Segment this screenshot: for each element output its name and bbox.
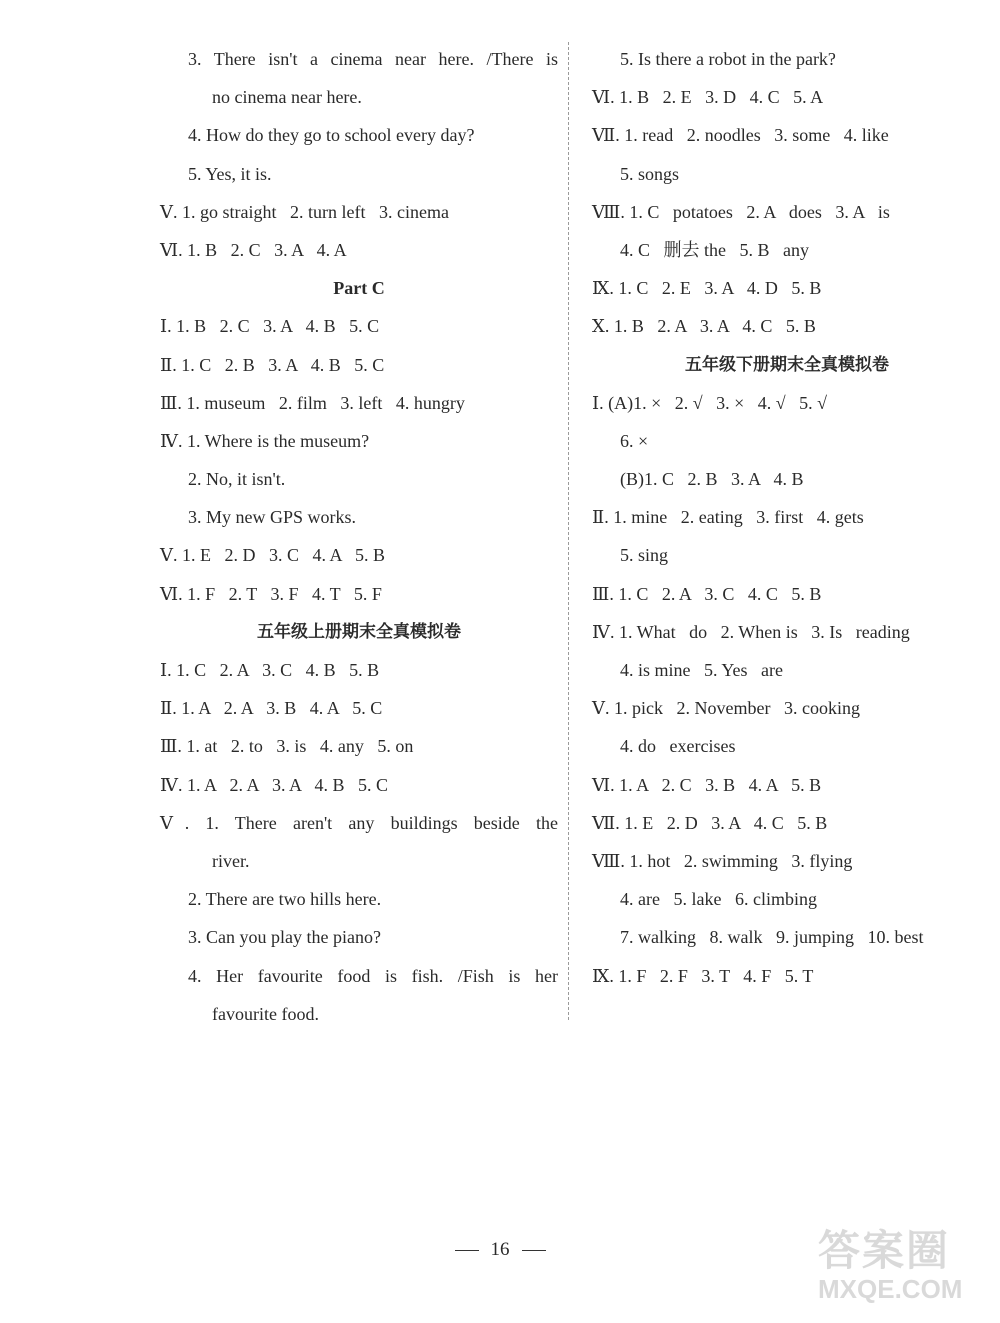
answer-line: 3. There isn't a cinema near here. /There is <box>188 49 558 69</box>
watermark-logo-text: 答案圈 <box>818 1227 951 1274</box>
answer-line: Ⅲ. 1. at 2. to 3. is 4. any 5. on <box>160 736 414 757</box>
answer-line: 5. Is there a robot in the park? <box>620 49 836 69</box>
answer-line: Ⅵ. 1. A 2. C 3. B 4. A 5. B <box>592 774 822 795</box>
answer-line: Ⅴ. 1. pick 2. November 3. cooking <box>592 698 860 719</box>
answer-line: Ⅳ. 1. What do 2. When is 3. Is reading <box>592 621 910 642</box>
answer-line: Ⅸ. 1. C 2. E 3. A 4. D 5. B <box>592 278 822 299</box>
watermark-logo <box>818 1228 994 1316</box>
section-heading: 五年级下册期末全真模拟卷 <box>685 354 889 374</box>
answer-line: Ⅰ. 1. C 2. A 3. C 4. B 5. B <box>160 660 380 680</box>
answer-line: Ⅳ. 1. A 2. A 3. A 4. B 5. C <box>160 774 389 795</box>
answer-line: 4. C 删去 the 5. B any <box>620 239 809 260</box>
right-column <box>592 40 982 995</box>
answer-line: Ⅴ. 1. E 2. D 3. C 4. A 5. B <box>160 545 386 566</box>
answer-line: no cinema near here. <box>212 87 362 108</box>
answer-line: 4. do exercises <box>620 736 736 757</box>
answer-line: Ⅷ. 1. C potatoes 2. A does 3. A is <box>592 201 890 222</box>
answer-line: Ⅴ. 1. There aren't any buildings beside the <box>160 812 558 833</box>
answer-line: 5. songs <box>620 163 680 184</box>
answer-line: Ⅰ. 1. B 2. C 3. A 4. B 5. C <box>160 316 380 337</box>
answer-line: Ⅲ. 1. museum 2. film 3. left 4. hungry <box>160 392 465 413</box>
answer-line: Ⅱ. 1. mine 2. eating 3. first 4. gets <box>592 507 864 528</box>
answer-line: (B)1. C 2. B 3. A 4. B <box>620 469 804 490</box>
answer-line: 5. Yes, it is. <box>188 163 272 184</box>
answer-line: 4. are 5. lake 6. climbing <box>620 889 817 910</box>
answer-line: 4. is mine 5. Yes are <box>620 660 783 680</box>
answer-line: 7. walking 8. walk 9. jumping 10. best <box>620 927 924 948</box>
answer-line: Ⅱ. 1. A 2. A 3. B 4. A 5. C <box>160 698 383 719</box>
answer-line: Ⅳ. 1. Where is the museum? <box>160 430 370 451</box>
answer-line: 4. How do they go to school every day? <box>188 125 475 146</box>
answer-line: Ⅶ. 1. E 2. D 3. A 4. C 5. B <box>592 812 828 833</box>
answer-line: river. <box>212 850 250 871</box>
answer-line: Ⅱ. 1. C 2. B 3. A 4. B 5. C <box>160 354 385 375</box>
answer-line: 6. × <box>620 430 649 451</box>
left-column <box>160 40 558 1033</box>
answer-line: Ⅵ. 1. B 2. C 3. A 4. A <box>160 239 347 260</box>
page-number: 16 <box>490 1239 510 1260</box>
answer-line: Ⅷ. 1. hot 2. swimming 3. flying <box>592 850 853 871</box>
answer-line: 5. sing <box>620 545 669 566</box>
answer-line: Ⅲ. 1. C 2. A 3. C 4. C 5. B <box>592 583 822 604</box>
answer-line: favourite food. <box>212 1003 319 1024</box>
answer-line: Ⅵ. 1. F 2. T 3. F 4. T 5. F <box>160 583 382 604</box>
answer-line: Ⅰ. (A)1. × 2. √ 3. × 4. √ 5. √ <box>592 392 828 413</box>
answer-line: 3. Can you play the piano? <box>188 927 381 948</box>
answer-line: 4. Her favourite food is fish. /Fish is her <box>188 965 558 986</box>
answer-line: 3. My new GPS works. <box>188 507 357 528</box>
section-heading: Part C <box>333 278 385 299</box>
answer-line: 2. No, it isn't. <box>188 469 286 490</box>
footer-dash-right <box>522 1250 546 1251</box>
answer-line: Ⅹ. 1. B 2. A 3. A 4. C 5. B <box>592 316 816 337</box>
column-divider <box>568 42 569 1020</box>
section-heading: 五年级上册期末全真模拟卷 <box>257 621 461 641</box>
answer-line: Ⅶ. 1. read 2. noodles 3. some 4. like <box>592 125 889 146</box>
answer-line: 2. There are two hills here. <box>188 889 382 910</box>
answer-line: Ⅴ. 1. go straight 2. turn left 3. cinema <box>160 201 449 222</box>
watermark-url: MXQE.COM <box>818 1274 963 1304</box>
answer-line: Ⅵ. 1. B 2. E 3. D 4. C 5. A <box>592 87 824 108</box>
footer-dash-left <box>455 1250 479 1251</box>
answer-line: Ⅸ. 1. F 2. F 3. T 4. F 5. T <box>592 965 814 986</box>
